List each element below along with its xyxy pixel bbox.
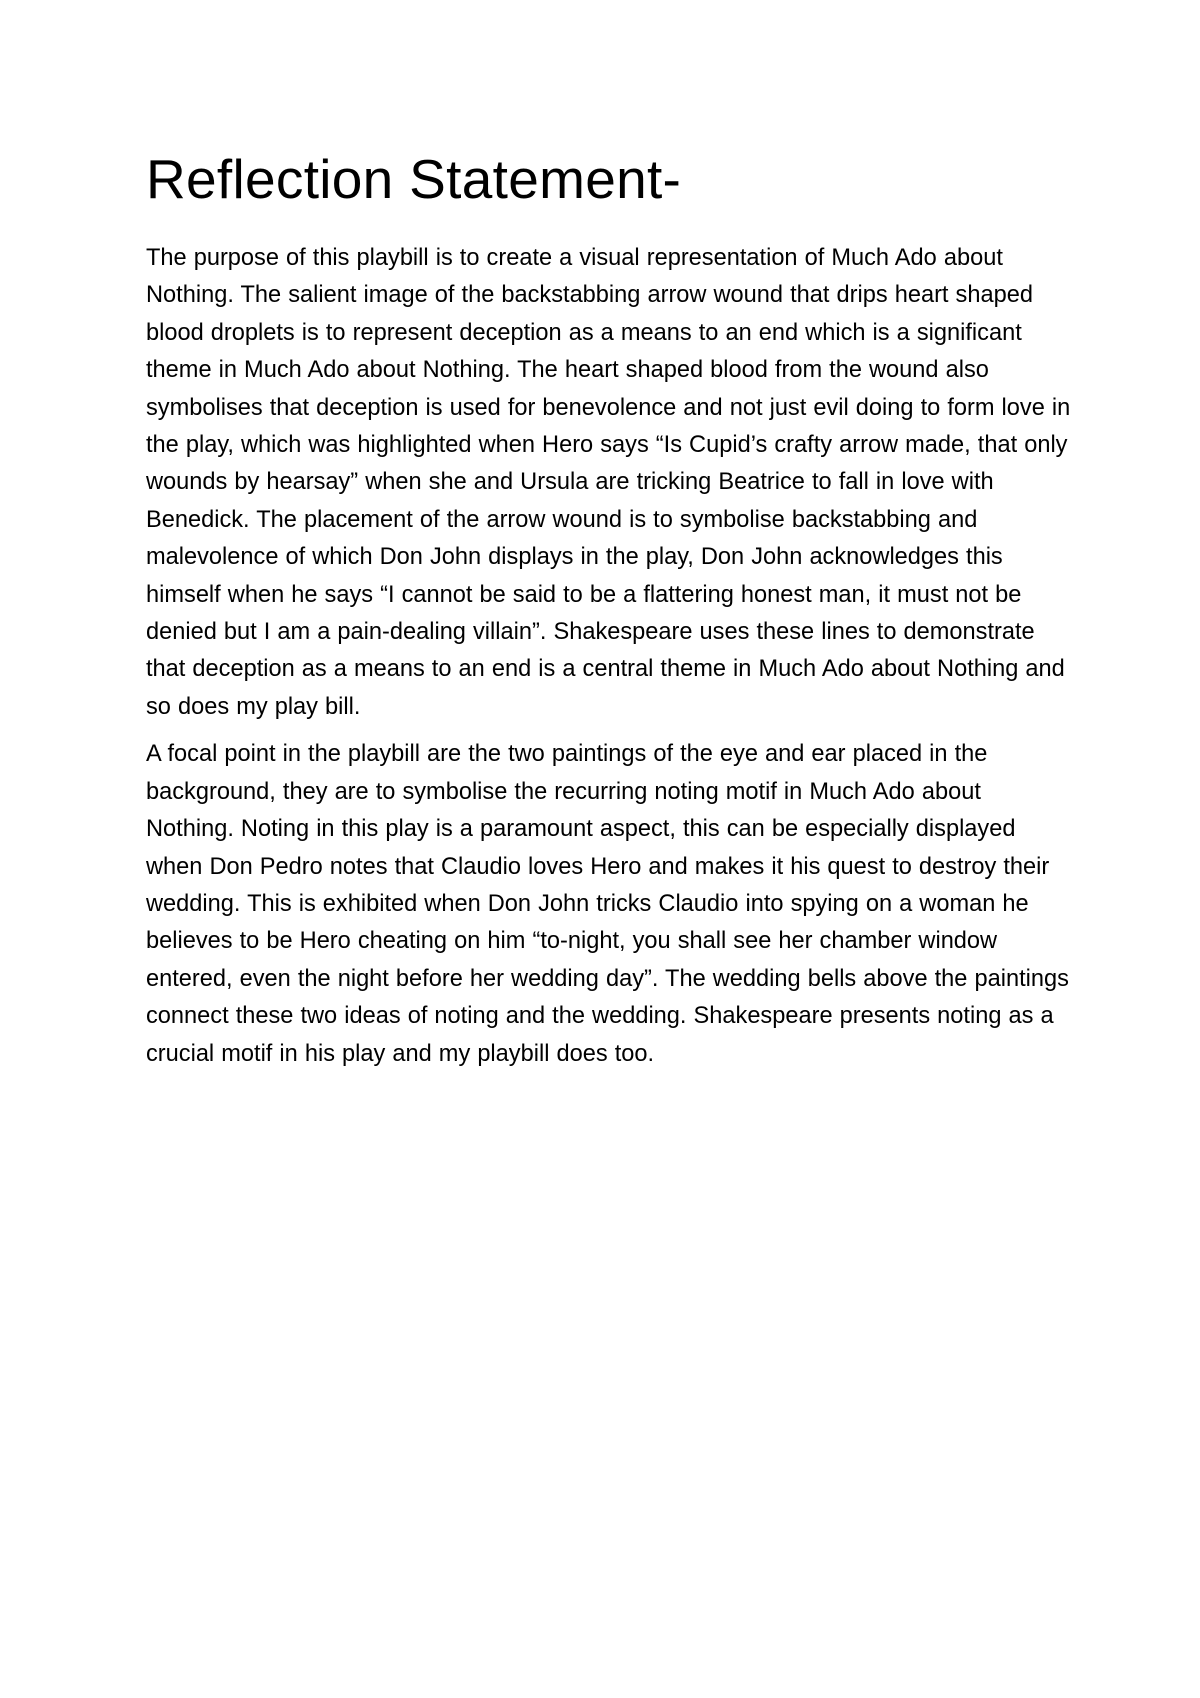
document-body [146,240,1072,1073]
paragraph-noting: A focal point in the playbill are the two paintings of the eye and ear placed in the background, they are to symbolise the recurring noting motif in Much Ado about Nothing. Noting in this play is a paramount aspect, this can be especially displayed when Don Pedro notes that Claudio loves Hero and makes it his quest to destroy their wedding. This is exhibited when Don John tricks Claudio into spying on a woman he believes to be Hero cheating on him “to-night, you shall see her chamber window entered, even the night before her wedding day”. The wedding bells above the paintings connect these two ideas of noting and the wedding. Shakespeare presents noting as a crucial motif in his play and my playbill does too. [146,741,1069,1067]
document-content [146,142,1072,1083]
paragraph-deception: The purpose of this playbill is to create a visual representation of Much Ado about Nothing. The salient image of the backstabbing arrow wound that drips heart shaped blood droplets is to represent deception as a means to an end which is a significant theme in Much Ado about Nothing. The heart shaped blood from the wound also symbolises that deception is used for benevolence and not just evil doing to form love in the play, which was highlighted when Hero says “Is Cupid’s crafty arrow made, that only wounds by hearsay” when she and Ursula are tricking Beatrice to fall in love with Benedick. The placement of the arrow wound is to symbolise backstabbing and malevolence of which Don John displays in the play, Don John acknowledges this himself when he says “I cannot be said to be a flattering honest man, it must not be denied but I am a pain-dealing villain”. Shakespeare uses these lines to demonstrate that deception as a means to an end is a central theme in Much Ado about Nothing and so does my play bill. [146,245,1071,720]
document-title: Reflection Statement- [146,148,682,210]
